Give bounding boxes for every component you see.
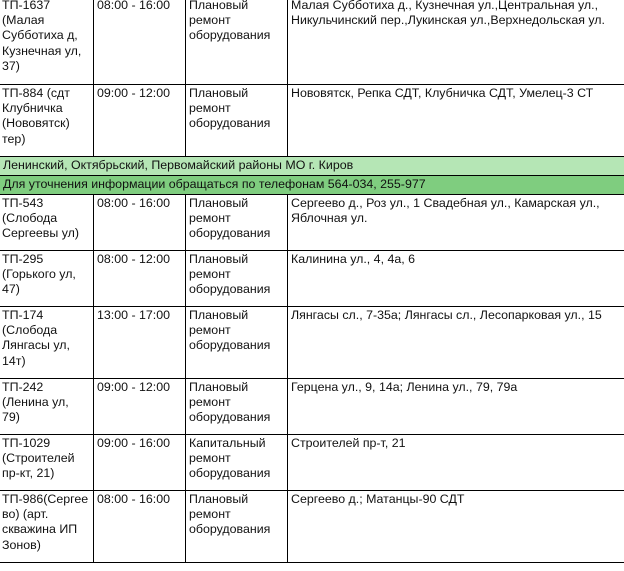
time-cell: 09:00 - 16:00 bbox=[94, 435, 186, 491]
substation-cell: ТП-884 (сдт Клубничка (Нововятск) тер) bbox=[0, 85, 94, 157]
substation-cell: ТП-242 (Ленина ул, 79) bbox=[0, 379, 94, 435]
substation-cell: ТП-1637 (Малая Субботиха д, Кузнечная ул, 37) bbox=[0, 0, 94, 85]
address-cell: Сергеево д.; Матанцы-90 СДТ bbox=[288, 491, 624, 563]
work-type-cell: Плановый ремонт оборудования bbox=[186, 195, 288, 251]
substation-cell: ТП-295 (Горького ул, 47) bbox=[0, 251, 94, 307]
work-type-cell: Плановый ремонт оборудования bbox=[186, 379, 288, 435]
table-row bbox=[0, 435, 624, 491]
time-cell: 09:00 - 12:00 bbox=[94, 85, 186, 157]
table-row bbox=[0, 379, 624, 435]
substation-cell: ТП-543 (Слобода Сергеевы ул) bbox=[0, 195, 94, 251]
table-row bbox=[0, 307, 624, 379]
region-header-row bbox=[0, 157, 624, 176]
phone-note-row bbox=[0, 176, 624, 195]
table-row bbox=[0, 251, 624, 307]
time-cell: 08:00 - 12:00 bbox=[94, 251, 186, 307]
work-type-cell: Капитальный ремонт оборудования bbox=[186, 435, 288, 491]
substation-cell: ТП-1029 (Строителей пр-кт, 21) bbox=[0, 435, 94, 491]
work-type-cell: Плановый ремонт оборудования bbox=[186, 85, 288, 157]
work-type-cell: Плановый ремонт оборудования bbox=[186, 0, 288, 85]
time-cell: 08:00 - 16:00 bbox=[94, 195, 186, 251]
time-cell: 08:00 - 16:00 bbox=[94, 0, 186, 85]
substation-cell: ТП-986(Сергеево) (арт. скважина ИП Зонов) bbox=[0, 491, 94, 563]
table-row bbox=[0, 85, 624, 157]
address-cell: Герцена ул., 9, 14а; Ленина ул., 79, 79а bbox=[288, 379, 624, 435]
time-cell: 13:00 - 17:00 bbox=[94, 307, 186, 379]
address-cell: Лянгасы сл., 7-35а; Лянгасы сл., Лесопарковая ул., 15 bbox=[288, 307, 624, 379]
time-cell: 08:00 - 16:00 bbox=[94, 491, 186, 563]
work-type-cell: Плановый ремонт оборудования bbox=[186, 307, 288, 379]
work-type-cell: Плановый ремонт оборудования bbox=[186, 251, 288, 307]
table-row bbox=[0, 491, 624, 563]
address-cell: Сергеево д., Роз ул., 1 Свадебная ул., Камарская ул., Яблочная ул. bbox=[288, 195, 624, 251]
work-type-cell: Плановый ремонт оборудования bbox=[186, 491, 288, 563]
address-cell: Нововятск, Репка СДТ, Клубничка СДТ, Умелец-3 СТ bbox=[288, 85, 624, 157]
phone-note: Для уточнения информации обращаться по телефонам 564-034, 255-977 bbox=[0, 176, 624, 195]
substation-cell: ТП-174 (Слобода Лянгасы ул, 14т) bbox=[0, 307, 94, 379]
region-title: Ленинский, Октябрьский, Первомайский районы МО г. Киров bbox=[0, 157, 624, 176]
address-cell: Строителей пр-т, 21 bbox=[288, 435, 624, 491]
table-row bbox=[0, 195, 624, 251]
table-row bbox=[0, 0, 624, 85]
time-cell: 09:00 - 12:00 bbox=[94, 379, 186, 435]
address-cell: Калинина ул., 4, 4а, 6 bbox=[288, 251, 624, 307]
address-cell: Малая Субботиха д., Кузнечная ул.,Центральная ул., Никульчинский пер.,Лукинская ул.,Верхнедольская ул. bbox=[288, 0, 624, 85]
